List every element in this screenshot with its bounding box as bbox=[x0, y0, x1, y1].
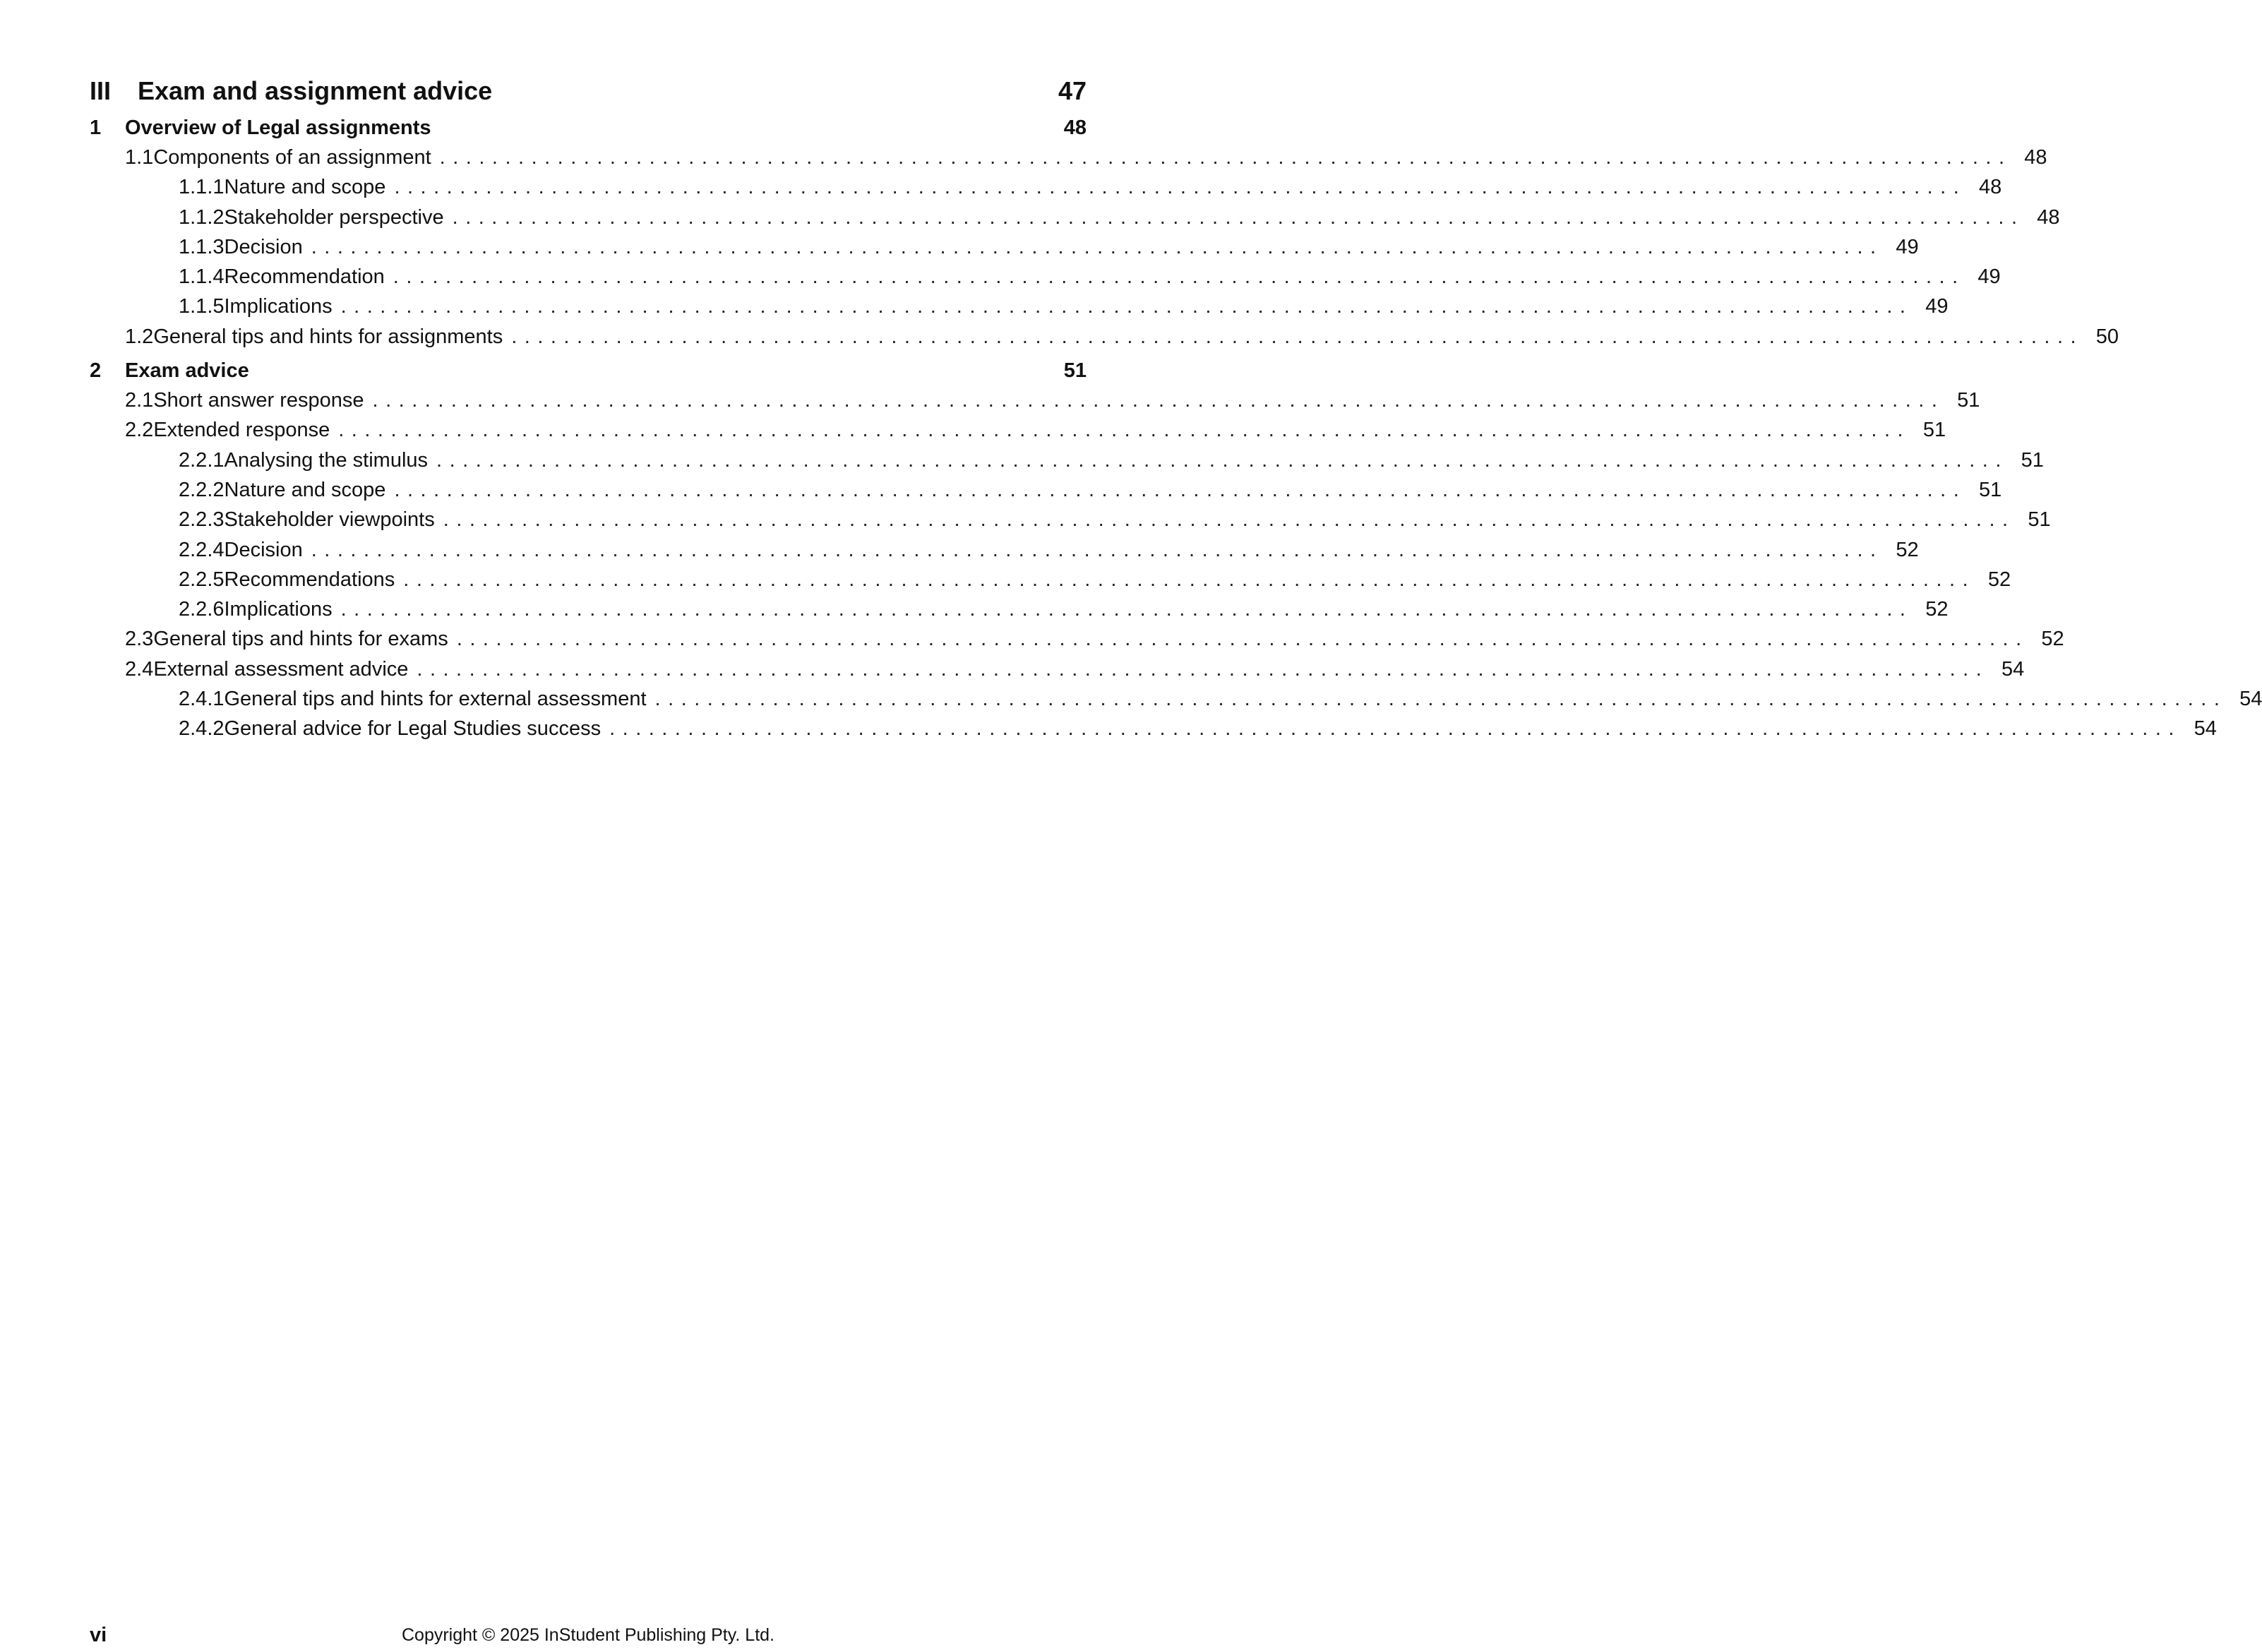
part-page: 47 bbox=[1058, 76, 1087, 105]
subsection-title: Implications bbox=[224, 598, 333, 621]
chapter-number: 2 bbox=[90, 359, 102, 383]
dot-leader: ........................................................................................................................ bbox=[654, 688, 2227, 711]
subsection-title: Recommendations bbox=[224, 568, 395, 591]
toc-subsection-entry[interactable] bbox=[90, 172, 2002, 202]
dot-leader: ........................................................................................................................ bbox=[609, 717, 2182, 741]
subsection-page: 51 bbox=[2021, 448, 2044, 472]
dot-leader: ........................................................................................................................ bbox=[443, 508, 2016, 532]
subsection-title: Stakeholder perspective bbox=[224, 205, 444, 229]
dot-leader: ........................................................................................................................ bbox=[456, 628, 2029, 651]
toc-subsection-entry[interactable] bbox=[90, 684, 2262, 714]
toc-subsection-entry[interactable] bbox=[90, 714, 2217, 743]
subsection-number: 2.2.4 bbox=[179, 538, 225, 561]
dot-leader: ........................................................................................................................ bbox=[393, 265, 1965, 289]
toc-section-entry[interactable] bbox=[90, 624, 2064, 654]
toc-part-heading[interactable] bbox=[90, 73, 1087, 109]
toc-subsection-entry[interactable] bbox=[90, 445, 2044, 475]
section-number: 2.1 bbox=[125, 389, 154, 412]
chapter-page: 48 bbox=[1063, 116, 1087, 139]
section-title: External assessment advice bbox=[153, 657, 409, 681]
section-title: General tips and hints for assignments bbox=[153, 325, 503, 348]
toc-subsection-entry[interactable] bbox=[90, 292, 1949, 321]
toc-section-entry[interactable] bbox=[90, 143, 2047, 172]
chapter-page: 51 bbox=[1063, 359, 1087, 383]
subsection-page: 49 bbox=[1896, 235, 1919, 258]
subsection-title: Decision bbox=[224, 235, 303, 258]
subsection-page: 52 bbox=[1925, 598, 1949, 621]
subsection-title: Implications bbox=[224, 295, 333, 318]
section-number: 2.3 bbox=[125, 628, 154, 651]
toc-entries bbox=[90, 113, 2262, 744]
subsection-page: 52 bbox=[1987, 568, 2011, 591]
toc-subsection-entry[interactable] bbox=[90, 565, 2011, 594]
dot-leader: ........................................................................................................................ bbox=[372, 389, 1945, 412]
subsection-number: 1.1.1 bbox=[179, 176, 225, 199]
toc-subsection-entry[interactable] bbox=[90, 203, 2060, 232]
subsection-number: 2.4.1 bbox=[179, 688, 225, 711]
dot-leader: ........................................................................................................................ bbox=[338, 419, 1911, 442]
section-title: Extended response bbox=[153, 419, 330, 442]
subsection-page: 54 bbox=[2194, 717, 2217, 741]
dot-leader: ........................................................................................................................ bbox=[452, 205, 2025, 229]
subsection-title: Recommendation bbox=[224, 265, 385, 289]
dot-leader: ........................................................................................................................ bbox=[403, 568, 1976, 591]
dot-leader: ........................................................................................................................ bbox=[394, 176, 1967, 199]
toc-subsection-entry[interactable] bbox=[90, 505, 2051, 534]
section-page: 51 bbox=[1957, 389, 1980, 412]
section-number: 1.1 bbox=[125, 146, 154, 169]
subsection-number: 1.1.2 bbox=[179, 205, 225, 229]
dot-leader: ........................................................................................................................ bbox=[417, 657, 1989, 681]
subsection-page: 48 bbox=[1979, 176, 2002, 199]
subsection-title: General advice for Legal Studies success bbox=[224, 717, 602, 741]
toc-subsection-entry[interactable] bbox=[90, 535, 1919, 565]
subsection-page: 54 bbox=[2239, 688, 2262, 711]
section-number: 1.2 bbox=[125, 325, 154, 348]
section-number: 2.4 bbox=[125, 657, 154, 681]
section-page: 50 bbox=[2095, 325, 2119, 348]
toc-section-entry[interactable] bbox=[90, 654, 2025, 684]
toc-chapter-entry[interactable] bbox=[90, 113, 1087, 143]
subsection-title: General tips and hints for external assessment bbox=[224, 688, 647, 711]
subsection-page: 51 bbox=[2028, 508, 2051, 532]
page-footer bbox=[90, 1624, 1087, 1652]
dot-leader: ........................................................................................................................ bbox=[340, 295, 1913, 318]
toc-subsection-entry[interactable] bbox=[90, 232, 1919, 262]
toc-section-entry[interactable] bbox=[90, 322, 2119, 352]
toc-chapter-entry[interactable] bbox=[90, 356, 1087, 385]
part-number: III bbox=[90, 76, 112, 105]
subsection-page: 51 bbox=[1979, 478, 2002, 501]
subsection-number: 2.2.2 bbox=[179, 478, 225, 501]
subsection-title: Nature and scope bbox=[224, 478, 386, 501]
section-page: 51 bbox=[1922, 419, 1946, 442]
subsection-page: 49 bbox=[1977, 265, 2001, 289]
toc-subsection-entry[interactable] bbox=[90, 262, 2001, 292]
subsection-title: Analysing the stimulus bbox=[224, 448, 429, 472]
section-page: 52 bbox=[2041, 628, 2064, 651]
subsection-number: 2.4.2 bbox=[179, 717, 225, 741]
table-of-contents bbox=[90, 73, 2262, 744]
subsection-number: 1.1.4 bbox=[179, 265, 225, 289]
subsection-title: Stakeholder viewpoints bbox=[224, 508, 435, 532]
subsection-title: Nature and scope bbox=[224, 176, 386, 199]
part-title: Exam and assignment advice bbox=[138, 76, 493, 105]
dot-leader: ........................................................................................................................ bbox=[511, 325, 2084, 348]
subsection-number: 2.2.3 bbox=[179, 508, 225, 532]
subsection-number: 2.2.6 bbox=[179, 598, 225, 621]
dot-leader: ........................................................................................................................ bbox=[311, 538, 1884, 561]
section-title: Components of an assignment bbox=[153, 146, 431, 169]
dot-leader: ........................................................................................................................ bbox=[436, 448, 2009, 472]
subsection-number: 2.2.5 bbox=[179, 568, 225, 591]
section-page: 54 bbox=[2001, 657, 2025, 681]
section-page: 48 bbox=[2024, 146, 2047, 169]
section-title: Short answer response bbox=[153, 389, 364, 412]
subsection-number: 1.1.5 bbox=[179, 295, 225, 318]
subsection-number: 1.1.3 bbox=[179, 235, 225, 258]
toc-section-entry[interactable] bbox=[90, 415, 1946, 445]
subsection-number: 2.2.1 bbox=[179, 448, 225, 472]
subsection-page: 49 bbox=[1925, 295, 1949, 318]
chapter-number: 1 bbox=[90, 116, 102, 139]
footer-copyright: Copyright © 2025 InStudent Publishing Pty. Ltd. bbox=[401, 1625, 774, 1645]
subsection-page: 48 bbox=[2037, 205, 2060, 229]
toc-subsection-entry[interactable] bbox=[90, 475, 2002, 505]
section-title: General tips and hints for exams bbox=[153, 628, 448, 651]
subsection-title: Decision bbox=[224, 538, 303, 561]
subsection-page: 52 bbox=[1896, 538, 1919, 561]
dot-leader: ........................................................................................................................ bbox=[340, 598, 1913, 621]
chapter-title: Overview of Legal assignments bbox=[125, 116, 431, 139]
toc-section-entry[interactable] bbox=[90, 385, 1980, 415]
dot-leader: ........................................................................................................................ bbox=[394, 478, 1967, 501]
dot-leader: ........................................................................................................................ bbox=[439, 146, 2012, 169]
toc-subsection-entry[interactable] bbox=[90, 594, 1949, 624]
section-number: 2.2 bbox=[125, 419, 154, 442]
chapter-title: Exam advice bbox=[125, 359, 249, 383]
footer-page-number: vi bbox=[90, 1624, 107, 1646]
dot-leader: ........................................................................................................................ bbox=[311, 235, 1884, 258]
